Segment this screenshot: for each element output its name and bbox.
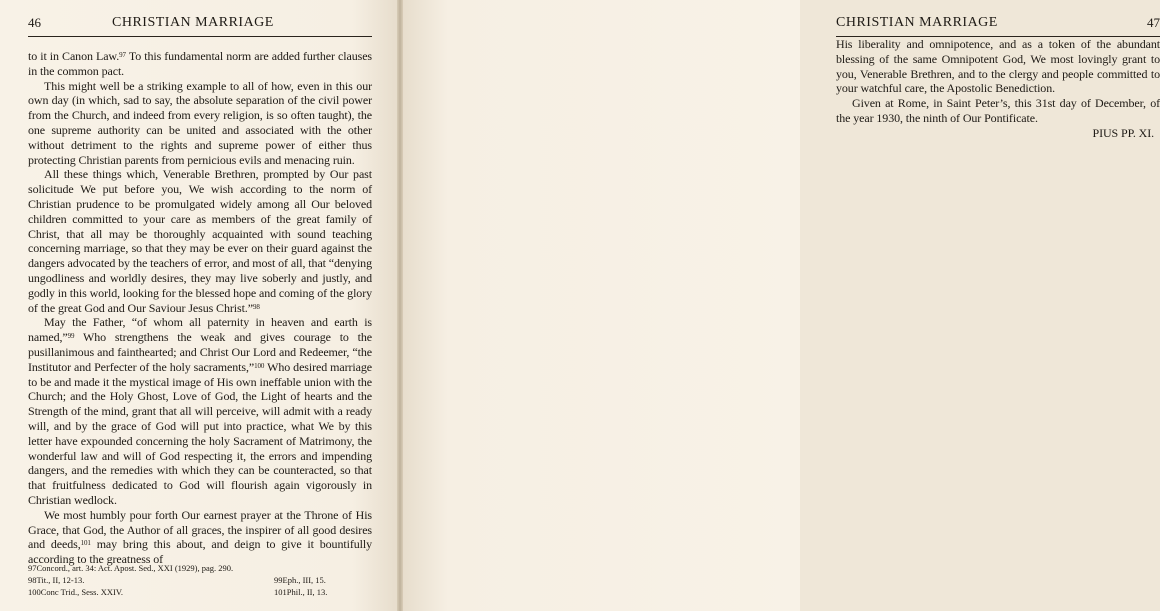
paragraph: May the Father, “of whom all paternity in heaven and earth is named,”$^{99}$ Who strengthens the weak and gives courage to the pusillanimous and fainthearted; and Christ Our Lord and Redeemer, “the Institutor and Perfecter of the holy sacraments,”$^{100}$ Who desired marriage to be and made it the mystical image of His own ineffable union with the Church; and the Holy Ghost, Love of God, the Light of hearts and the Strength of the mind, grant that all will perceive, will admit with a ready will, and by the grace of God will put into practice, what We by this letter have expounded concerning the holy Sacrament of Matrimony, the wonderful law and will of God respecting it, the errors and impending dangers, and the remedies with which they can be counteracted, so that that fruitfulness dedicated to God will flourish again vigorously in Christian wedlock.	[28, 315, 372, 507]
paragraph: This might well be a striking example to all of how, even in this our own day (in which, sad to say, the absolute separation of the civil power from the Church, and indeed from every religion, is so often taught), the one supreme authority can be united and associated with the other without detriment to the rights and supreme power of either thus protecting Christian parents from pernicious evils and menacing ruin.	[28, 78, 372, 167]
paragraph: Given at Rome, in Saint Peter’s, this 31st day of December, of the year 1930, the ninth of Our Pontificate.	[836, 96, 1160, 125]
footnote-ref[interactable]: 100	[254, 361, 265, 370]
papal-signature: PIUS PP. XI.	[1092, 125, 1154, 140]
footnote-ref[interactable]: 98	[252, 302, 260, 311]
paragraph: All these things which, Venerable Brethren, prompted by Our past solicitude We put before you, We wish according to the norm of Christian prudence to be promulgated widely among all Our beloved children committed to your care as members of the great family of Christ, that all may be thoroughly acquainted with sound teaching concerning marriage, so that they may be ever on their guard against the dangers advocated by the teachers of error, and most of all, that “denying ungodliness and worldly desires, they may live soberly and justly, and godly in this world, looking for the blessed hope and coming of the glory of the great God and Our Saviour Jesus Christ.”$^{98}$	[28, 167, 372, 315]
left-page-header	[28, 14, 372, 37]
right-page	[400, 0, 1160, 611]
footnote-ref[interactable]: 97	[119, 51, 126, 59]
footnote	[28, 586, 372, 598]
footnote-ref[interactable]: 101	[80, 539, 91, 548]
footnote-98: 98Tit., II, 12-13.	[28, 575, 85, 585]
left-page-body	[28, 49, 372, 567]
footnote-99: 99Eph., III, 15.	[274, 575, 326, 585]
footnote	[28, 574, 372, 586]
page-number-left: 46	[28, 15, 41, 30]
footnote-100: 100Conc Trid., Sess. XXIV.	[28, 587, 124, 597]
paragraph: His liberality and omnipotence, and as a token of the abundant blessing of the same Omnipotent God, We most lovingly grant to you, Venerable Brethren, and to the clergy and people committed to your watchful care, the Apostolic Benediction.	[836, 37, 1160, 96]
running-title-right: CHRISTIAN MARRIAGE	[836, 15, 998, 30]
paragraph: to it in Canon Law.$^{97}$ To this fundamental norm are added further clauses in the common pact.	[28, 49, 372, 78]
footnote-ref[interactable]: 99	[67, 332, 75, 341]
book-gutter	[397, 0, 403, 611]
paragraph: We most humbly pour forth Our earnest prayer at the Throne of His Grace, that God, the Author of all graces, the inspirer of all good desires and deeds,$^{101}$ may bring this about, and deign to give it bountifully according to the greatness of	[28, 507, 372, 567]
running-title-left: CHRISTIAN MARRIAGE	[112, 15, 274, 30]
footnote-101: 101Phil., II, 13.	[274, 587, 328, 597]
right-page-header	[836, 14, 1160, 37]
footnote-97: 97Concord., art. 34: Act. Apost. Sed., XXI (1929), pag. 290.	[28, 563, 234, 573]
left-page	[0, 0, 400, 611]
footnote	[28, 562, 372, 574]
right-page-body	[836, 37, 1160, 141]
footnotes	[28, 562, 372, 598]
page-number-right: 47	[1147, 15, 1160, 30]
